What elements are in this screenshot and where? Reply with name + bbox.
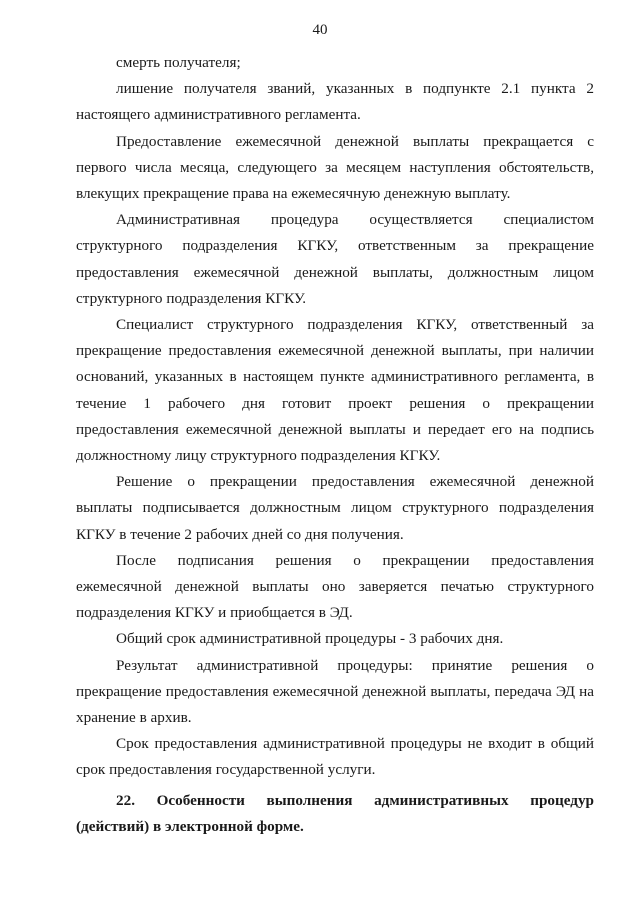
document-body (76, 50, 594, 840)
paragraph: Предоставление ежемесячной денежной выплаты прекращается с первого числа месяца, следующего за месяцем наступления обстоятельств, влекущих прекращение права на ежемесячную денежную выплату. (76, 132, 594, 203)
paragraph: Срок предоставления административной процедуры не входит в общий срок предоставления государственной услуги. (76, 735, 594, 779)
paragraph: Результат административной процедуры: принятие решения о прекращение предоставления ежемесячной денежной выплаты, передача ЭД на хранение в архив. (76, 656, 594, 727)
paragraph: смерть получателя; (116, 54, 241, 71)
paragraph: Общий срок административной процедуры - 3 рабочих дня. (116, 630, 504, 648)
paragraph: Административная процедура осуществляется специалистом структурного подразделения КГКУ, ответственным за прекращение предоставления ежемесячной денежной выплаты, должностным лицом структурного подразделения КГКУ. (76, 211, 594, 307)
paragraph: Специалист структурного подразделения КГКУ, ответственный за прекращение предоставления ежемесячной денежной выплаты, при наличии оснований, указанных в настоящем пункте административного регламента, в течение 1 рабочего дня готовит проект решения о прекращении предоставления ежемесячной денежной выплаты и передает его на подпись должностному лицу структурного подразделения КГКУ. (76, 316, 594, 465)
paragraph: Решение о прекращении предоставления ежемесячной денежной выплаты подписывается должностным лицом структурного подразделения КГКУ в течение 2 рабочих дней со дня получения. (76, 473, 594, 543)
section-heading: 22. Особенности выполнения административных процедур (действий) в электронной форме. (76, 791, 594, 835)
paragraph: После подписания решения о прекращении предоставления ежемесячной денежной выплаты оно заверяется печатью структурного подразделения КГКУ и приобщается в ЭД. (76, 551, 594, 622)
page-number: 40 (312, 22, 328, 38)
paragraph: лишение получателя званий, указанных в подпункте 2.1 пункта 2 настоящего административного регламента. (76, 80, 594, 124)
